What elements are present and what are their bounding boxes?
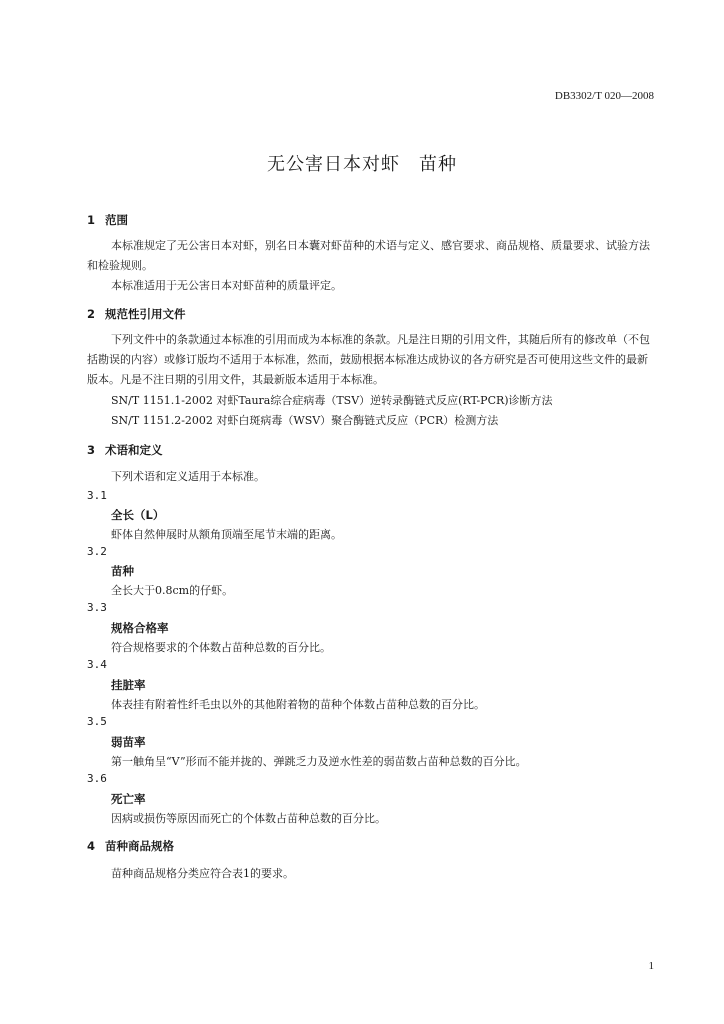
section-title: 术语和定义 — [105, 443, 163, 457]
section-4-heading — [87, 838, 174, 854]
section-4-paragraph-1: 苗种商品规格分类应符合表1的要求。 — [111, 867, 294, 880]
section-3-intro: 下列术语和定义适用于本标准。 — [111, 470, 265, 483]
clause-number: 3.1 — [87, 489, 107, 502]
term-definition: 符合规格要求的个体数占苗种总数的百分比。 — [111, 641, 331, 654]
reference-1: SN/T 1151.1-2002 对虾Taura综合症病毒（TSV）逆转录酶链式反应(RT-PCR)诊断方法 — [111, 394, 553, 407]
term-name: 弱苗率 — [111, 735, 146, 749]
term-name: 苗种 — [111, 564, 134, 578]
clause-number: 3.4 — [87, 658, 107, 671]
section-1-paragraph-1: 本标准规定了无公害日本对虾，别名日本囊对虾苗种的术语与定义、感官要求、商品规格、质量要求、试验方法和检验规则。 — [87, 239, 650, 272]
section-number: 2 — [87, 307, 96, 321]
page-number: 1 — [648, 960, 654, 972]
term-name: 死亡率 — [111, 792, 146, 806]
section-1-paragraph-2: 本标准适用于无公害日本对虾苗种的质量评定。 — [111, 279, 342, 292]
standard-code: DB3302/T 020—2008 — [554, 90, 654, 102]
reference-2: SN/T 1151.2-2002 对虾白斑病毒（WSV）聚合酶链式反应（PCR）检测方法 — [111, 414, 499, 427]
clause-number: 3.6 — [87, 772, 107, 785]
section-number: 4 — [87, 839, 96, 853]
section-1-heading — [87, 212, 128, 228]
term-definition: 虾体自然伸展时从额角顶端至尾节末端的距离。 — [111, 528, 342, 541]
term-name: 规格合格率 — [111, 621, 169, 635]
clause-number: 3.2 — [87, 545, 107, 558]
term-definition: 全长大于0.8cm的仔虾。 — [111, 584, 234, 597]
term-definition: 体表挂有附着性纤毛虫以外的其他附着物的苗种个体数占苗种总数的百分比。 — [111, 698, 485, 711]
section-number: 1 — [87, 213, 96, 227]
term-definition: 因病或损伤等原因而死亡的个体数占苗种总数的百分比。 — [111, 812, 386, 825]
section-title: 苗种商品规格 — [105, 839, 174, 853]
term-name: 挂脏率 — [111, 678, 146, 692]
section-number: 3 — [87, 443, 96, 457]
document-title: 无公害日本对虾 苗种 — [267, 154, 457, 175]
section-2-paragraph-1: 下列文件中的条款通过本标准的引用而成为本标准的条款。凡是注日期的引用文件，其随后所有的修改单（不包括勘误的内容）或修订版均不适用于本标准，然而，鼓励根据本标准达成协议的各方研究是否可使用这些文件的最新版本。凡是不注日期的引用文件，其最新版本适用于本标准。 — [87, 333, 650, 386]
clause-number: 3.3 — [87, 601, 107, 614]
clause-number: 3.5 — [87, 715, 107, 728]
section-2-heading — [87, 306, 186, 322]
term-name: 全长（L） — [111, 508, 165, 522]
section-3-heading — [87, 442, 163, 458]
term-definition: 第一触角呈“V”形而不能并拢的、弹跳乏力及逆水性差的弱苗数占苗种总数的百分比。 — [111, 755, 527, 768]
section-title: 范围 — [105, 213, 128, 227]
section-title: 规范性引用文件 — [105, 307, 186, 321]
